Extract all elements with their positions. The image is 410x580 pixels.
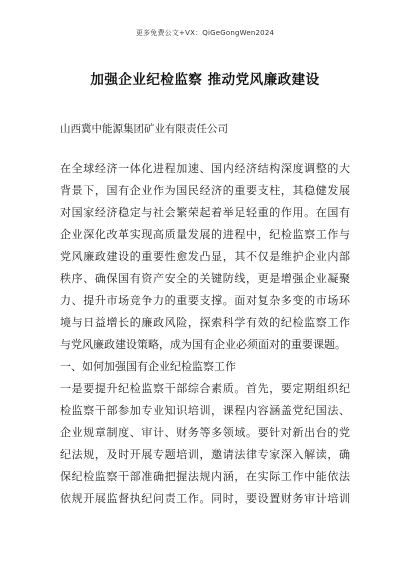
body-line: 秩序、确保国有资产安全的关键防线，更是增强企业凝聚 xyxy=(60,272,350,285)
body-line: 与党风廉政建设策略，成为国有企业必须面对的重要课题。 xyxy=(60,338,346,351)
body-line: 保纪检监察干部准确把握法规内涵，在实际工作中能依法 xyxy=(60,470,350,483)
body-text xyxy=(60,158,350,510)
body-line: 一是要提升纪检监察干部综合素质。首先，要定期组织纪 xyxy=(60,382,350,395)
organization-name: 山西冀中能源集团矿业有限责任公司 xyxy=(60,123,228,135)
body-line: 党风廉政建设的重要性愈发凸显，其不仅是维护企业内部 xyxy=(60,250,350,263)
body-line: 背景下，国有企业作为国民经济的重要支柱，其稳健发展 xyxy=(60,184,350,197)
body-line: 对国家经济稳定与社会繁荣起着举足轻重的作用。在国有 xyxy=(60,206,350,219)
document-title: 加强企业纪检监察 推动党风廉政建设 xyxy=(90,72,320,88)
body-line: 检监察干部参加专业知识培训，课程内容涵盖党纪国法、 xyxy=(60,404,350,417)
body-line: 企业规章制度、审计、财务等多领域。要针对新出台的党 xyxy=(60,426,350,439)
body-line: 依规开展监督执纪问责工作。同时，要设置财务审计培训 xyxy=(60,492,350,505)
section-heading: 一、如何加强国有企业纪检监察工作 xyxy=(60,360,236,373)
header-note: 更多免费公文+VX：QiGeGongWen2024 xyxy=(135,29,275,37)
body-line: 力、提升市场竞争力的重要支撑。面对复杂多变的市场环 xyxy=(60,294,350,307)
body-line: 企业深化改革实现高质量发展的进程中，纪检监察工作与 xyxy=(60,228,350,241)
body-line: 在全球经济一体化进程加速、国内经济结构深度调整的大 xyxy=(60,162,350,175)
body-line: 境与日益增长的廉政风险，探索科学有效的纪检监察工作 xyxy=(60,316,350,329)
body-line: 纪法规，及时开展专题培训，邀请法律专家深入解读，确 xyxy=(60,448,350,461)
